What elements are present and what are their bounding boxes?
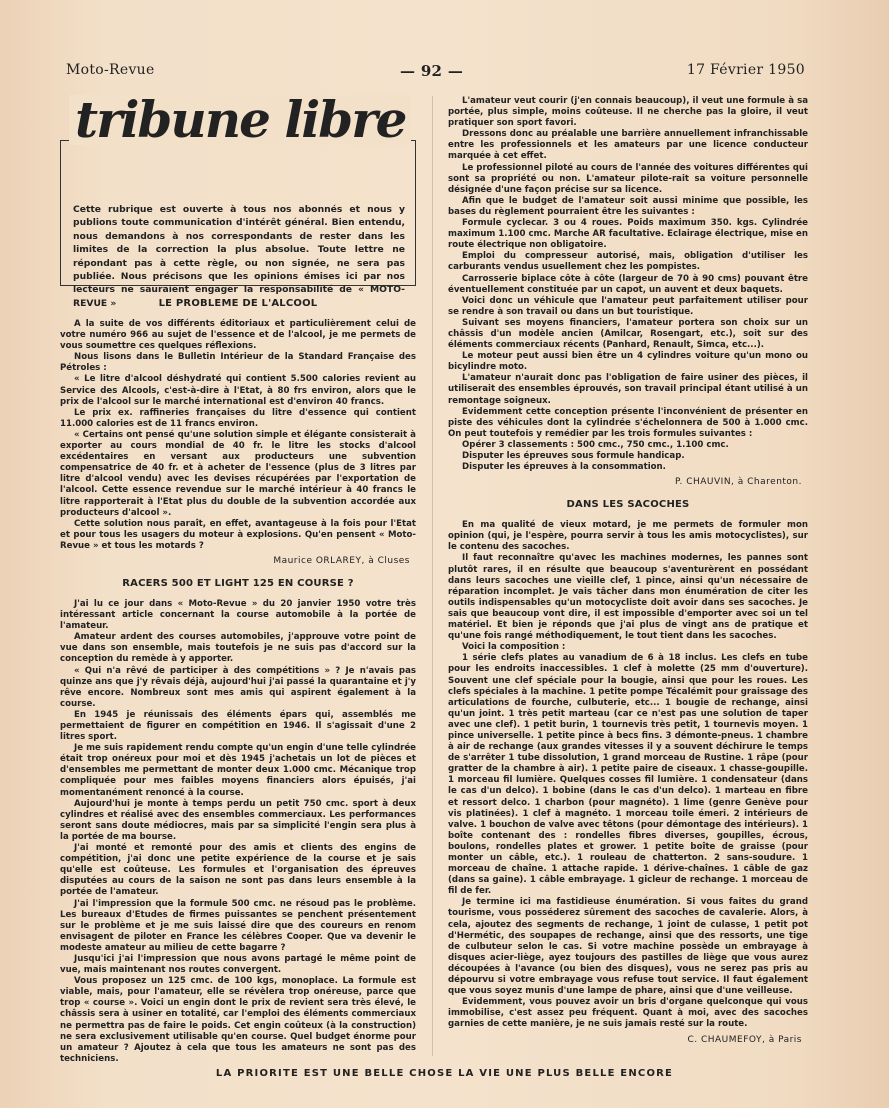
paragraph: Disputer les épreuves à la consommation. — [462, 462, 666, 473]
paragraph: Je termine ici ma fastidieuse énumération. Si vous faites du grand tourisme, vous posséderez sûrement des sacoches de cavalerie. Alors, à cela, ajoutez des segments de rechange, 1 joint de culasse, 1 petit pot d'Hermétic, des soupapes de rechange, ainsi que des ressorts, une tige de culbuteur selon le cas. Si votre machine possède un embrayage à disques acier-liège, ayez toujours des pastilles de liège que vous aurez découpées à l'avance (ou bien des disques), vous ne serez pas pris au dépourvu si votre embrayage vous refuse tout service. Il faut également que vous soyez munis d'une lampe de phare, ainsi que d'une veilleuse. — [448, 897, 808, 997]
article-alcool — [60, 319, 416, 552]
paragraph: Jusqu'ici j'ai l'impression que nous avons partagé le même point de vue, mais maintenant nos routes convergent. — [60, 953, 416, 976]
paragraph: Opérer 3 classements : 500 cmc., 750 cmc., 1.100 cmc. — [462, 439, 729, 450]
signature-chauvin: P. CHAUVIN, à Charenton. — [674, 477, 802, 488]
column-divider — [432, 96, 433, 1056]
paragraph: Vous proposez un 125 cmc. de 100 kgs, monoplace. La formule est viable, mais, pour l'amateur, elle se révèlera trop onéreuse, parce que trop « course ». Voici un engin dont le prix de revient sera très élevé, le châssis sera à usiner en totalité, car l'emploi des éléments commerciaux ne permettra pas de faire le poids. Cet engin coûteux (à la construction) ne sera exclusivement utilisable qu'en course. Quel budget énorme pour un amateur ? Ajoutez à cela que tous les amateurs ne sont pas des techniciens. — [60, 976, 416, 1064]
article-racers-continued — [448, 96, 808, 473]
paragraph: Amateur ardent des courses automobiles, j'approuve votre point de vue dans son ensemble, mais toutefois je ne suis pas d'accord sur la conception du remède à y apporter. — [60, 632, 416, 665]
tribune-title: tribune libre — [69, 95, 411, 145]
paragraph: L'amateur n'aurait donc pas l'obligation de faire usiner des pièces, il utiliserait des ensembles éprouvés, son travail principal étant utilisé à un remontage soigneux. — [448, 373, 808, 406]
paragraph: Je me suis rapidement rendu compte qu'un engin d'une telle cylindrée était trop onéreux pour moi et dès 1945 j'achetais un lot de pièces et d'ensembles me permettant de monter deux 1.000 cmc. Mécanique trop compliquée pour mes faibles moyens financiers alors épuisés, j'ai momentanément renoncé à la course. — [60, 743, 416, 798]
paragraph: Afin que le budget de l'amateur soit aussi minime que possible, les bases du règlement pourraient être les suivantes : — [448, 195, 808, 217]
article-racers — [60, 599, 416, 1065]
signature-chaumefoy: C. CHAUMEFOY, à Paris — [687, 1034, 802, 1045]
section-title-racers: RACERS 500 ET LIGHT 125 EN COURSE ? — [122, 577, 354, 589]
paragraph: « Qui n'a rêvé de participer à des compétitions » ? Je n'avais pas quinze ans que j'y rêvais déjà, aujourd'hui j'ai passé la quarantaine et j'y rêve encore. Nombreux sont mes amis qui aspirent également à la course. — [60, 665, 416, 709]
header-date: 17 Février 1950 — [686, 62, 805, 78]
paragraph: Nous lisons dans le Bulletin Intérieur de la Standard Française des Pétroles : — [60, 352, 416, 374]
header-publication: Moto-Revue — [66, 62, 155, 78]
paragraph: 1 série clefs plates au vanadium de 6 à 18 inclus. Les clefs en tube pour les endroits inaccessibles. 1 clef à molette (25 mm d'ouverture). Souvent une clef spéciale pour la bougie, ainsi que pour les roues. Les clefs spéciales à la machine. 1 petite pompe Técalémit pour graissage des articulations de fourche, culbuterie, etc... 1 bougie de rechange, ainsi qu'un joint. 1 très petit marteau (car ce n'est pas une solution de taper avec une clef). 1 petit burin, 1 tournevis très petit, 1 tournevis moyen. 1 pince universelle. 1 petite pince à becs fins. 3 démonte-pneus. 1 chambre à air de rechange (aux grandes vitesses il y a souvent déchirure le temps de s'arrêter 1 tube dissolution, 1 grand morceau de Rustine. 1 râpe (pour gratter de la chambre à air). 1 petite paire de ciseaux. 1 chasse-goupille. 1 morceau fil lumière. Quelques cosses fil lumière. 1 condensateur (dans le cas d'un delco). 1 bobine (dans le cas d'un delco). 1 marteau en fibre et ressort delco. 1 charbon (pour magnéto). 1 lime (genre Genève pour vis platinées). 1 clef à magnéto. 1 morceau toile émeri. 2 intérieurs de valve. 1 bouchon de valve avec têtons (pour démontage des intérieurs). 1 boîte contenant des : rondelles fibres diverses, goupilles, écrous, boulons, rondelles plates et grower. 1 petite boîte de graisse (pour monter un câble, etc.). 1 rouleau de chatterton. 2 sans-soudure. 1 morceau de chaîne. 1 attache rapide. 1 dérive-chaînes. 1 câble de gaz (dans sa gaine). 1 câble embrayage. 1 gicleur de rechange. 1 morceau de fil de fer. — [448, 653, 808, 897]
right-column — [448, 96, 808, 1053]
paragraph: Emploi du compresseur autorisé, mais, obligation d'utiliser les carburants vendus usuellement chez les pompistes. — [448, 251, 808, 273]
header-page-number: — 92 — — [400, 62, 464, 80]
paragraph: Cette solution nous paraît, en effet, avantageuse à la fois pour l'Etat et pour tous les usagers du moteur à explosions. Qu'en pensent « Moto-Revue » et tous les motards ? — [60, 518, 416, 551]
paragraph: Disputer les épreuves sous formule handicap. — [462, 451, 685, 461]
paragraph: Le prix ex. raffineries françaises du litre d'essence qui contient 11.000 calories est de 11 francs environ. — [60, 407, 416, 429]
paragraph: Carrosserie biplace côte à côte (largeur de 70 à 90 cms) pouvant être éventuellement constituée par un capot, un auvent et deux baquets. — [448, 273, 808, 295]
paragraph: Il faut reconnaître qu'avec les machines modernes, les pannes sont plutôt rares, il en résulte que beaucoup s'aventurèrent en possédant dans leurs sacoches une vieille clef, 1 pince, ainsi qu'un nécessaire de réparation incomplet. Je vais tâcher dans mon énumération de citer les outils indispensables qu'un motocycliste doit avoir dans ses sacoches. Je sais que beaucoup vont dire, il est impossible d'emporter avec soi un tel matériel. Et bien je réponds que j'ai plus de vingt ans de pratique et qu'une fois rangé méthodiquement, le tout tient dans les sacoches. — [448, 553, 808, 642]
paragraph: Le moteur peut aussi bien être un 4 cylindres voiture qu'un mono ou bicylindre moto. — [448, 351, 808, 373]
paragraph: En ma qualité de vieux motard, je me permets de formuler mon opinion (qui, je l'espère, pourra servir à tous les amis motocyclistes), sur le contenu des sacoches. — [448, 520, 808, 553]
paragraph: Dressons donc au préalable une barrière annuellement infranchissable entre les professionnels et les amateurs par une licence conducteur marquée à cet effet. — [448, 129, 808, 162]
paragraph: « Certains ont pensé qu'une solution simple et élégante consisterait à exporter au cours mondial de 40 fr. le litre les stocks d'alcool excédentaires en versant aux producteurs une subvention compensatrice de 40 fr. et à acheter de l'essence (plus de 3 litres par litre d'alcool vendu) avec les devises récupérées par l'exportation de l'alcool. Cette essence revendue sur le marché intérieur à 40 francs le litre rapporterait à l'Etat plus du double de la subvention accordée aux producteurs d'alcool ». — [60, 429, 416, 518]
paragraph: J'ai monté et remonté pour des amis et clients des engins de compétition, j'ai donc une petite expérience de la course et je sais qu'elle est coûteuse. Les formules et l'organisation des épreuves disputées au cours de la saison ne sont pas dans leurs ensemble à la portée de l'amateur. — [60, 843, 416, 898]
section-title-sacoches: DANS LES SACOCHES — [566, 499, 690, 511]
paragraph: Aujourd'hui je monte à temps perdu un petit 750 cmc. sport à deux cylindres et réalisé avec des ensembles commerciaux. Les performances seront sans doute médiocres, mais par sa simplicité l'engin sera plus à la portée de ma bourse. — [60, 798, 416, 842]
paragraph: En 1945 je réunissais des éléments épars qui, assemblés me permettaient de figurer en compétition en 1946. Il s'agissait d'une 2 litres sport. — [60, 709, 416, 743]
footer-slogan: LA PRIORITE EST UNE BELLE CHOSE LA VIE UNE PLUS BELLE ENCORE — [215, 1068, 674, 1079]
paragraph: J'ai lu ce jour dans « Moto-Revue » du 20 janvier 1950 votre très intéressant article concernant la course automobile à la portée de l'amateur. — [60, 598, 416, 632]
paragraph: Evidemment, vous pouvez avoir un bris d'organe quelconque qui vous immobilise, c'est assez peu fréquent. Quant à moi, avec des sacoches garnies de cette manière, je ne suis jamais resté sur la route. — [448, 997, 808, 1030]
paragraph: L'amateur veut courir (j'en connais beaucoup), il veut une formule à sa portée, plus simple, moins coûteuse. Il ne cherche pas la gloire, il veut pratiquer son sport favori. — [448, 96, 808, 129]
left-column — [60, 90, 416, 1065]
paragraph: Formule cyclecar. 3 ou 4 roues. Poids maximum 350. kgs. Cylindrée maximum 1.100 cmc. Marche AR facultative. Eclairage électrique, mise en route électrique non obligatoire. — [448, 218, 808, 251]
paragraph: Le professionnel piloté au cours de l'année des voitures différentes qui sont sa propriété ou non. L'amateur pilote-rait sa voiture personnelle désignée d'une façon précise sur sa licence. — [448, 162, 808, 195]
signature-orlarey: Maurice ORLAREY, à Cluses — [273, 555, 410, 566]
section-title-alcool: LE PROBLEME DE L'ALCOOL — [158, 298, 318, 309]
paragraph: « Le litre d'alcool déshydraté qui contient 5.500 calories revient au Service des Alcools, c'est-à-dire à l'Etat, à 80 frs environ, alors que le prix de l'alcool sur le marché international est d'environ 40 francs. — [60, 374, 416, 407]
article-sacoches — [448, 520, 808, 1030]
paragraph: Voici donc un véhicule que l'amateur peut parfaitement utiliser pour se rendre à son travail ou dans un but touristique. — [448, 295, 808, 317]
paragraph: Suivant ses moyens financiers, l'amateur portera son choix sur un châssis d'un modèle ancien (Amilcar, Rosengart, etc.), soit sur des éléments commerciaux récents (Panhard, Renault, Simca, etc...). — [448, 317, 808, 351]
paragraph: Evidemment cette conception présente l'inconvénient de présenter en piste des véhicules dont la cylindrée s'échelonnera de 500 à 1.000 cmc. On peut toutefois y remédier par les trois formules suivantes : — [448, 406, 808, 439]
paragraph: J'ai l'impression que la formule 500 cmc. ne résoud pas le problème. Les bureaux d'Etudes de firmes puissantes se penchent présentement sur le problème et je me suis laissé dire que des coureurs en renom envisagent de piloter en France les célèbres Cooper. Que va devenir le modeste amateur au milieu de cette bagarre ? — [60, 898, 416, 953]
tribune-text: Cette rubrique est ouverte à tous nos abonnés et nous y publions toute communication d'intérêt général. Bien entendu, nous demandons à nos correspondants de rester dans les limites de la correction la plus absolue. Toute lettre ne répondant pas à cette règle, ou non signée, ne sera pas publiée. Nous précisons que les opinions émises ici par nos lecteurs ne sauraient engager la responsabilité de « MOTO-REVUE » — [73, 204, 405, 309]
paragraph: A la suite de vos différents éditoriaux et particulièrement celui de votre numéro 966 au sujet de l'essence et de l'alcool, je me permets de vous soumettre ces quelques réflexions. — [60, 319, 416, 352]
paragraph: Voici la composition : — [462, 642, 566, 653]
